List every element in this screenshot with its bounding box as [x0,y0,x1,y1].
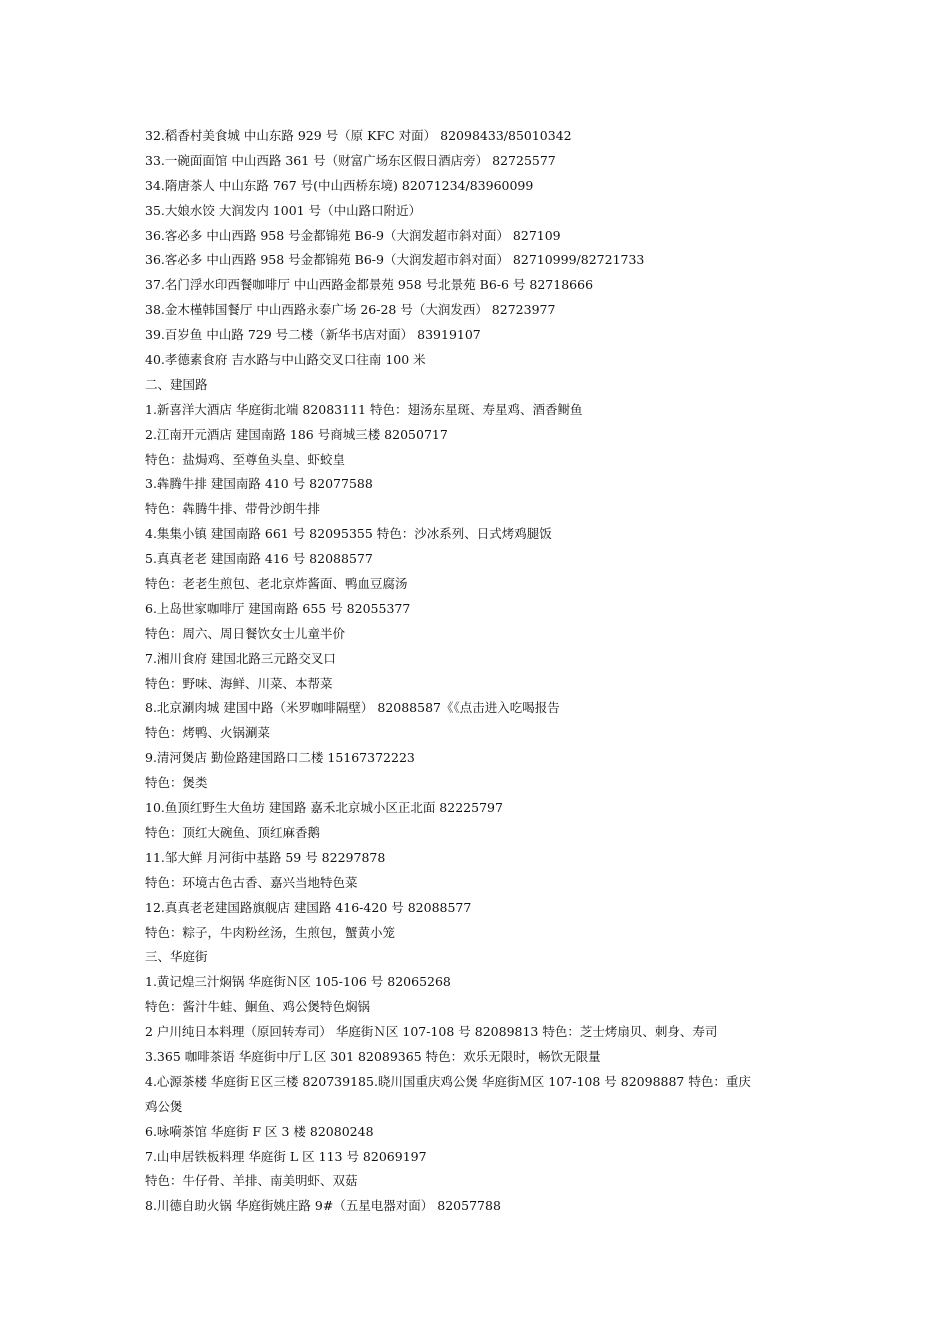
text-line: 特色：老老生煎包、老北京炸酱面、鸭血豆腐汤 [145,576,408,592]
text-line: 7.湘川食府 建国北路三元路交叉口 [145,650,336,666]
text-line: 3.365 咖啡茶语 华庭街中厅Ｌ区 301 82089365 特色：欢乐无限时，畅饮无限量 [145,1048,601,1064]
text-line: 特色：环境古色古香、嘉兴当地特色菜 [145,874,358,890]
text-line: 5.真真老老 建国南路 416 号 82088577 [145,551,373,567]
text-line: 特色：顶红大碗鱼、顶红麻香鹅 [145,824,321,840]
document-body [145,124,815,1219]
text-line: 4.心源茶楼 华庭街Ｅ区三楼 820739185.晓川国重庆鸡公煲 华庭街Ｍ区 107-108 号 82098887 特色：重庆 [145,1073,751,1089]
text-line: 特色：野味、海鲜、川菜、本帮菜 [145,675,333,691]
text-line: 6.上岛世家咖啡厅 建国南路 655 号 82055377 [145,600,411,616]
text-line: 特色：粽子，牛肉粉丝汤，生煎包，蟹黄小笼 [145,924,396,940]
text-line: 特色：烤鸭、火锅涮菜 [145,725,271,741]
text-line: 3.犇腾牛排 建国南路 410 号 82077588 [145,476,373,492]
text-line: 9.清河煲店 勤俭路建国路口二楼 15167372223 [145,750,415,766]
text-line: 10.鱼顶红野生大鱼坊 建国路 嘉禾北京城小区正北面 82225797 [145,800,503,816]
text-line: 8.川德自助火锅 华庭街姚庄路 9#（五星电器对面） 82057788 [145,1198,501,1214]
text-line: 特色：煲类 [145,775,208,791]
text-line: 特色：犇腾牛排、带骨沙朗牛排 [145,501,321,517]
text-line: 6.咏嗬茶馆 华庭街 F 区 3 楼 82080248 [145,1123,374,1139]
text-line: 37.名门浮水印西餐咖啡厅 中山西路金都景苑 958 号北景苑 B6-6 号 82718666 [145,277,594,293]
text-line: 39.百岁鱼 中山路 729 号二楼（新华书店对面） 83919107 [145,327,481,343]
text-line: 8.北京涮肉城 建国中路（米罗咖啡隔壁） 82088587《《点击进入吃喝报告 [145,700,560,716]
section-heading: 二、建国路 [145,376,208,392]
text-line: 特色：牛仔骨、羊排、南美明虾、双菇 [145,1173,358,1189]
text-line: 7.山申居铁板料理 华庭街 L 区 113 号 82069197 [145,1148,427,1164]
text-line: 鸡公煲 [145,1098,183,1114]
text-line: 34.隋唐茶人 中山东路 767 号(中山西桥东境) 82071234/83960099 [145,177,534,193]
text-line: 35.大娘水饺 大润发内 1001 号（中山路口附近） [145,202,422,218]
text-line: 1.黄记煌三汁焖锅 华庭街Ｎ区 105-106 号 82065268 [145,974,451,990]
text-line: 33.一碗面面馆 中山西路 361 号（财富广场东区假日酒店旁） 82725577 [145,152,556,168]
text-line: 特色：盐焗鸡、至尊鱼头皇、虾蛟皇 [145,451,346,467]
section-heading: 三、华庭街 [145,949,208,965]
text-line: 36.客必多 中山西路 958 号金都锦苑 B6-9（大润发超市斜对面） 82710999/82721733 [145,252,645,268]
text-line: 1.新喜洋大酒店 华庭街北端 82083111 特色：翅汤东星斑、寿星鸡、酒香鲥鱼 [145,401,583,417]
text-line: 特色：酱汁牛蛙、鮰鱼、鸡公煲特色焖锅 [145,999,371,1015]
text-line: 2 户川纯日本料理（原回转寿司） 华庭街Ｎ区 107-108 号 82089813 特色：芝士烤扇贝、刺身、寿司 [145,1024,718,1040]
text-line: 2.江南开元酒店 建国南路 186 号商城三楼 82050717 [145,426,448,442]
text-line: 12.真真老老建国路旗舰店 建国路 416-420 号 82088577 [145,899,472,915]
text-line: 11.邹大鲜 月河街中基路 59 号 82297878 [145,849,386,865]
text-line: 特色：周六、周日餐饮女士儿童半价 [145,625,346,641]
text-line: 4.集集小镇 建国南路 661 号 82095355 特色：沙冰系列、日式烤鸡腿饭 [145,526,552,542]
text-line: 36.客必多 中山西路 958 号金都锦苑 B6-9（大润发超市斜对面） 827109 [145,227,561,243]
text-line: 40.孝德素食府 吉水路与中山路交叉口往南 100 米 [145,352,426,368]
text-line: 32.稻香村美食城 中山东路 929 号（原 KFC 对面） 82098433/85010342 [145,128,572,143]
text-line: 38.金木槿韩国餐厅 中山西路永泰广场 26-28 号（大润发西） 82723977 [145,302,556,318]
